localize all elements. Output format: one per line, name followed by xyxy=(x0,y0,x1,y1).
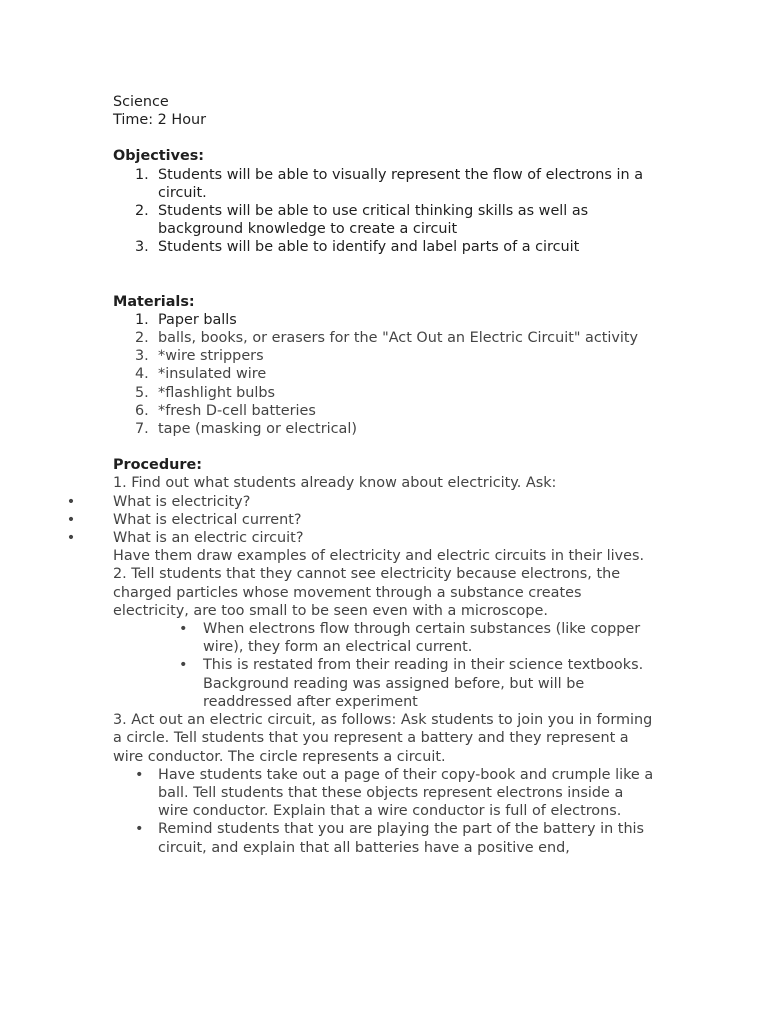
material-text: *insulated wire xyxy=(158,366,267,383)
list-item: 3. Students will be able to identify and label parts of a circuit xyxy=(135,239,580,256)
objective-text: Students will be able to visually represent the flow of electrons in a circuit. xyxy=(158,166,644,201)
procedure-heading: Procedure: xyxy=(113,457,202,474)
list-item: 6. *fresh D-cell batteries xyxy=(135,402,316,419)
bullet-text: This is restated from their reading in their science textbooks. Background reading was assigned before, but will be readdressed after experiment xyxy=(203,657,644,710)
bullet-text: When electrons flow through certain substances (like copper wire), they form an electrical current. xyxy=(203,621,641,656)
procedure-step-3: 3. Act out an electric circuit, as follows: Ask students to join you in forming a circle. Tell students that you represent a battery and they represent a wire conductor. The circle represents a circuit. xyxy=(113,712,653,765)
lesson-plan xyxy=(66,93,658,857)
material-text: *wire strippers xyxy=(158,348,264,365)
material-text: tape (masking or electrical) xyxy=(158,421,357,438)
time-line: Time: 2 Hour xyxy=(113,112,207,129)
step-2-bullets xyxy=(113,620,658,711)
materials-heading: Materials: xyxy=(113,293,195,310)
objective-text: Students will be able to identify and label parts of a circuit xyxy=(158,239,580,256)
bullet-icon: • xyxy=(135,766,144,783)
objective-text: Students will be able to use critical thinking skills as well as background knowledge to create a circuit xyxy=(158,203,589,238)
materials-list xyxy=(113,311,658,438)
procedure-step-2: 2. Tell students that they cannot see electricity because electrons, the charged particles whose movement through a substance creates electricity, are too small to be seen even with a microscope. xyxy=(113,566,621,619)
subject-line: Science xyxy=(113,94,169,110)
bullet-icon: • xyxy=(179,657,188,674)
list-item: 1. Students will be able to visually represent the flow of electrons in a circuit. xyxy=(135,166,644,201)
list-item xyxy=(113,656,658,711)
question-item xyxy=(66,511,658,529)
list-item xyxy=(113,620,658,656)
list-item: 2. balls, books, or erasers for the "Act Out an Electric Circuit" activity xyxy=(135,330,639,347)
question-item xyxy=(66,529,658,547)
material-text: Paper balls xyxy=(158,311,237,328)
material-text: balls, books, or erasers for the "Act Out an Electric Circuit" activity xyxy=(158,330,639,347)
bullet-icon: • xyxy=(66,493,76,510)
question-text: What is electricity? xyxy=(113,493,251,510)
list-item: 3. *wire strippers xyxy=(135,348,264,365)
material-text: *flashlight bulbs xyxy=(158,384,276,401)
draw-instruction: Have them draw examples of electricity and electric circuits in their lives. xyxy=(113,548,645,565)
list-item: 2. Students will be able to use critical thinking skills as well as background knowledge to create a circuit xyxy=(135,203,589,238)
bullet-icon: • xyxy=(135,821,144,838)
bullet-icon: • xyxy=(66,530,76,547)
list-item: 5. *flashlight bulbs xyxy=(135,384,276,401)
step-3-bullets xyxy=(113,766,658,857)
question-item xyxy=(66,493,658,511)
list-item xyxy=(113,766,658,821)
list-item xyxy=(113,820,658,856)
material-text: *fresh D-cell batteries xyxy=(158,402,316,419)
procedure-step-1: 1. Find out what students already know about electricity. Ask: xyxy=(113,475,557,492)
list-item: 1. Paper balls xyxy=(135,311,237,328)
objectives-heading: Objectives: xyxy=(113,148,205,165)
bullet-text: Remind students that you are playing the part of the battery in this circuit, and explain that all batteries have a positive end, xyxy=(158,821,645,856)
bullet-text: Have students take out a page of their copy-book and crumple like a ball. Tell students that these objects represent electrons inside a wire conductor. Explain that a wire conductor is full of electrons. xyxy=(158,766,654,820)
bullet-icon: • xyxy=(66,511,76,528)
question-text: What is electrical current? xyxy=(113,511,302,528)
question-text: What is an electric circuit? xyxy=(113,530,304,547)
bullet-icon: • xyxy=(179,621,188,638)
list-item: 7. tape (masking or electrical) xyxy=(135,421,357,438)
objectives-list xyxy=(113,166,658,257)
list-item: 4. *insulated wire xyxy=(135,366,267,383)
